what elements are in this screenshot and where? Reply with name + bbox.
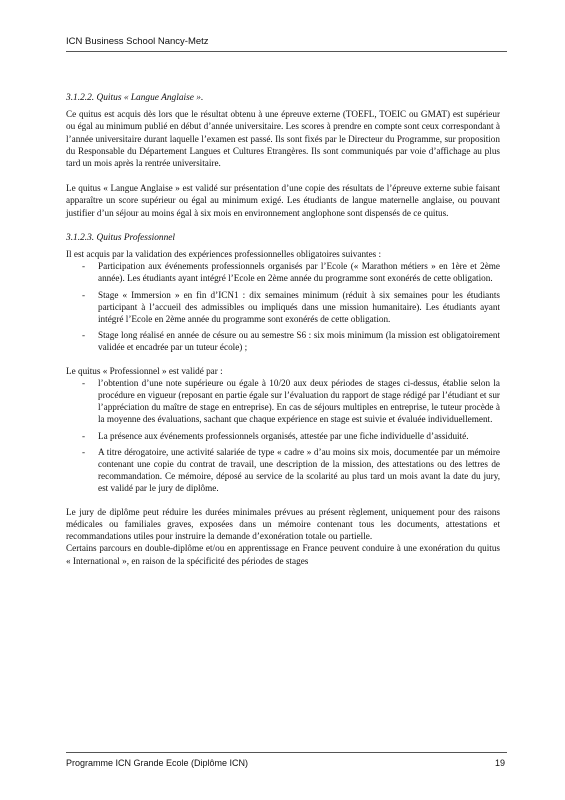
footer-divider bbox=[66, 752, 507, 753]
page-header: ICN Business School Nancy-Metz bbox=[66, 36, 209, 47]
dash-bullet: - bbox=[82, 430, 86, 441]
page-number: 19 bbox=[494, 758, 505, 768]
paragraph: Le quitus « Professionnel » est validé par : bbox=[66, 365, 223, 376]
dash-bullet: - bbox=[82, 261, 86, 272]
paragraph: Il est acquis par la validation des expériences professionnelles obligatoires suivantes : bbox=[66, 249, 382, 260]
header-divider bbox=[66, 51, 507, 52]
paragraph: Le jury de diplôme peut réduire les durées minimales prévues au présent règlement, uniquement pour des raisons médicales ou familiales graves, exposées dans un mémoire contenant tous les documents, attestations et recommandations utiles pour instruire la demande d’exonération totale ou partielle. bbox=[66, 506, 500, 542]
dash-bullet: - bbox=[82, 377, 86, 388]
dash-bullet: - bbox=[82, 289, 86, 300]
paragraph: Le quitus « Langue Anglaise » est validé sur présentation d’une copie des résultats de l’épreuve externe subie faisant apparaître un score supérieur ou égal au minimum exigé. Les étudiants de langue maternelle anglaise, ou pouvant justifier d’un séjour au moins égal à six mois en environnement anglophone sont dispensés de ce quitus. bbox=[66, 183, 500, 218]
list-item: - Stage « Immersion » en fin d’ICN1 : dix semaines minimum (réduit à six semaines pour les étudiants participant à l’accueil des admissibles ou impliqués dans une mission humanitaire). Les étudiants ayant intégré l’Ecole en 2ème année du programme sont exonérés de cette obligation. bbox=[82, 289, 500, 325]
section-heading-quitus-professionnel: 3.1.2.3. Quitus Professionnel bbox=[66, 232, 176, 243]
page-footer-title: Programme ICN Grande Ecole (Diplôme ICN) bbox=[66, 758, 249, 768]
dash-bullet: - bbox=[82, 446, 86, 457]
list-item: - l’obtention d’une note supérieure ou égale à 10/20 aux deux périodes de stages ci-dessus, établie selon la procédure en vigueur (reposant en partie égale sur l’évaluation du rapport de stage rédigé par l’étudiant et sur l’appréciation du maître de stage en entreprise). En cas de séjours multiples en entreprise, le tuteur procède à la moyenne des évaluations, sachant que chaque expérience en stage est suivie et évaluée individuellement. bbox=[82, 377, 500, 425]
paragraph: Ce quitus est acquis dès lors que le résultat obtenu à une épreuve externe (TOEFL, TOEIC ou GMAT) est supérieur ou égal au minimum publié en début d’année universitaire. Les scores à prendre en compte sont ceux correspondant à l’année universitaire durant laquelle l’examen est passé. Ils sont fixés par le Directeur du Programme, sur proposition du Responsable du Département Langues et Cultures Etrangères. Ils sont communiqués par voie d’affichage au plus tard un mois après la rentrée universitaire. bbox=[66, 109, 500, 169]
paragraph: Certains parcours en double-diplôme et/ou en apprentissage en France peuvent conduire à une exonération du quitus « International », en raison de la spécificité des périodes de stages bbox=[66, 543, 500, 566]
validation-list bbox=[66, 377, 500, 495]
list-item: - La présence aux événements professionnels organisés, attestée par une fiche individuelle d’assiduité. bbox=[82, 430, 469, 441]
page-body bbox=[66, 92, 500, 580]
list-item: - A titre dérogatoire, une activité salariée de type « cadre » d’au moins six mois, documentée par un mémoire contenant une copie du contrat de travail, une description de la mission, des attestations ou des lettres de recommandation. Ce mémoire, déposé au service de la scolarité au plus tard un mois avant la date du jury, est validé par le jury de diplôme. bbox=[82, 446, 500, 494]
list-item: - Stage long réalisé en année de césure ou au semestre S6 : six mois minimum (la mission est obligatoirement validée et encadrée par un tuteur école) ; bbox=[82, 330, 500, 353]
dash-bullet: - bbox=[82, 330, 86, 341]
section-heading-langue-anglaise: 3.1.2.2. Quitus « Langue Anglaise ». bbox=[66, 93, 204, 103]
list-item: - Participation aux événements professionnels organisés par l’Ecole (« Marathon métiers » en 1ère et 2ème année). Les étudiants ayant intégré l’Ecole en 2ème année du programme sont exonérés de cette obligation. bbox=[82, 261, 500, 284]
experience-list bbox=[66, 260, 500, 353]
